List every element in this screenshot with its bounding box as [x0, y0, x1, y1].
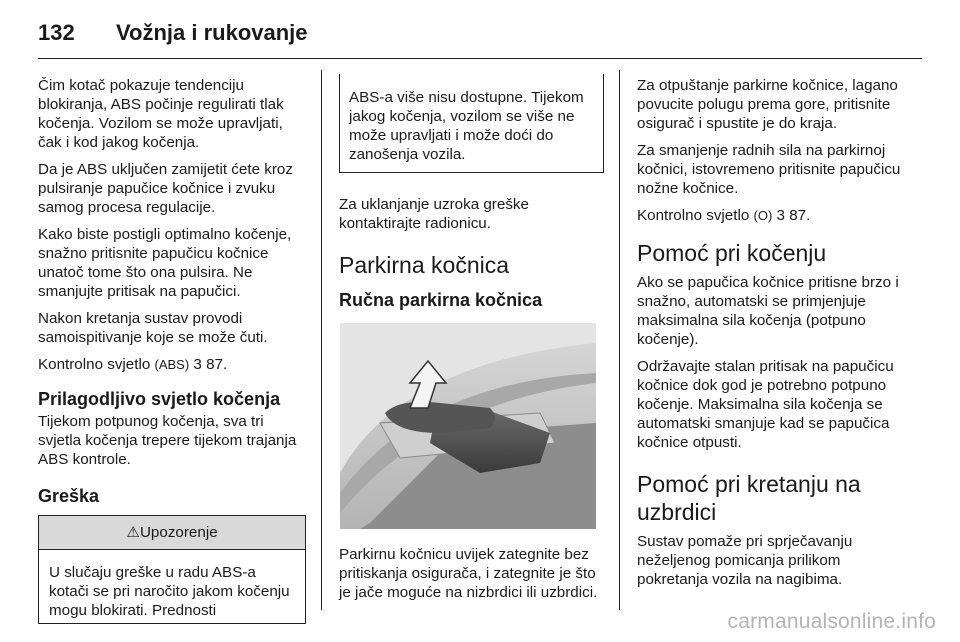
heading-hand-parking-brake: Ručna parkirna kočnica [339, 290, 543, 310]
abs-indicator-icon: (ABS) [154, 357, 190, 372]
column-1 [38, 76, 306, 624]
brake-assist-text-1: Ako se papučica kočnice pritisne brzo i snažno, automatski se primjenjuje maksimalna sila kočenja (potpuno kočenje). [637, 274, 899, 348]
abs-paragraph-1: Čim kotač pokazuje tendenciju blokiranja, ABS počinje regulirati tlak kočenja. Vozilom se može upravljati, čak i kod jakog kočenja. [38, 77, 284, 151]
heading-fault: Greška [38, 486, 100, 506]
parking-brake-instructions: Parkirnu kočnicu uvijek zategnite bez pritiskanja osigurača, i zategnite je što je jače moguće na nizbrdici ili uzbrdici. [339, 546, 598, 601]
heading-adaptive-brake-light: Prilagodljivo svjetlo kočenja [38, 389, 281, 409]
release-parking-brake-text: Za otpuštanje parkirne kočnice, lagano povucite polugu prema gore, pritisnite osigurač i spustite je do kraja. [637, 77, 898, 132]
warning-title: Upozorenje [139, 524, 218, 541]
column-2 [339, 74, 604, 602]
page-reference-link[interactable]: 3 87. [776, 207, 811, 224]
warning-box-continued: ABS-a više nisu dostupne. Tijekom jakog kočenja, vozilom se više ne može upravljati i može doći do zanošenja vozila. [339, 74, 604, 173]
abs-paragraph-2: Da je ABS uključen zamijetit ćete kroz pulsiranje papučice kočnice i zvuku samog procesa regulacije. [38, 161, 293, 216]
column-divider-2 [619, 70, 620, 610]
page-reference-link[interactable]: 3 87. [193, 356, 228, 373]
warning-box [38, 515, 306, 624]
fault-repair-text: Za uklanjanje uzroka greške kontaktirajte radionicu. [339, 196, 529, 232]
brake-assist-text-2: Održavajte stalan pritisak na papučicu kočnice dok god je potrebno potpuno kočenje. Maksimalna sila kočenja se automatski smanjuje kad se papučica kočnice otpusti. [637, 358, 894, 451]
warning-text: U slučaju greške u radu ABS-a kotači se pri naročito jakom kočenju mogu blokirati. Prednosti [49, 564, 290, 619]
header-rule [38, 58, 922, 59]
abs-paragraph-3: Kako biste postigli optimalno kočenje, snažno pritisnite papučicu kočnice unatoč tome što ona pulsira. Ne smanjujte pritisak na papučici. [38, 226, 292, 300]
reduce-force-text: Za smanjenje radnih sila na parkirnoj kočnici, istovremeno pritisnite papučicu nožne kočnice. [637, 142, 901, 197]
abs-paragraph-4: Nakon kretanja sustav provodi samoispitivanje koje se može čuti. [38, 310, 268, 346]
hill-start-assist-text: Sustav pomaže pri sprječavanju neželjenog pomicanja prilikom pokretanja vozila na nagibima. [637, 533, 853, 588]
page-number: 132 [38, 20, 75, 45]
warning-header [39, 516, 305, 550]
heading-brake-assist: Pomoć pri kočenju [637, 240, 827, 266]
adaptive-brake-light-text: Tijekom potpunog kočenja, sva tri svjetla kočenja trepere tijekom trajanja ABS kontrole. [38, 413, 297, 468]
brake-indicator-line: Kontrolno svjetlo (O) 3 87. [637, 207, 811, 224]
column-divider-1 [321, 70, 322, 610]
column-3 [637, 76, 907, 589]
brake-indicator-icon: (O) [753, 208, 773, 223]
warning-triangle-icon: ⚠ [126, 524, 140, 541]
heading-parking-brake: Parkirna kočnica [339, 252, 510, 278]
page-title: Vožnja i rukovanje [116, 20, 308, 45]
abs-indicator-line: Kontrolno svjetlo (ABS) 3 87. [38, 356, 228, 373]
watermark: carmanualsonline.info [727, 610, 936, 633]
heading-hill-start-assist: Pomoć pri kretanju na uzbrdici [637, 471, 861, 525]
parking-brake-illustration [340, 323, 596, 529]
